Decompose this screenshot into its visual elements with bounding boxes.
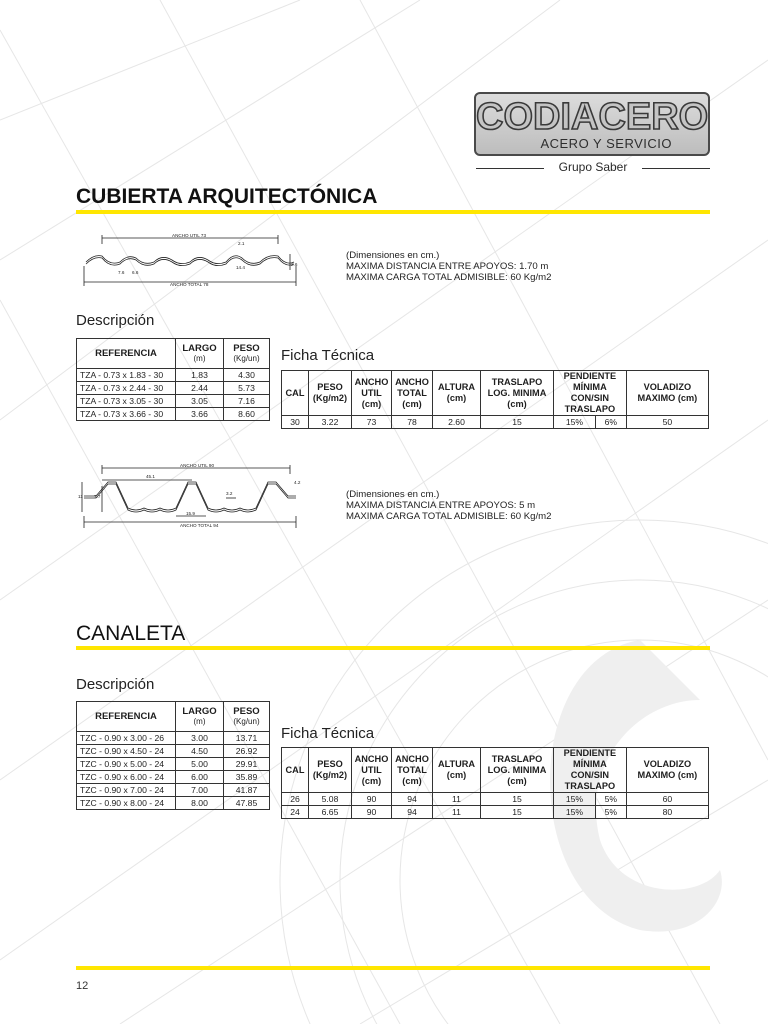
- table-row: TZC - 0.90 x 7.00 - 24 7.00 41.87: [77, 784, 270, 797]
- table-row: TZC - 0.90 x 6.00 - 24 6.00 35.89: [77, 771, 270, 784]
- table-row: 30 3.22 73 78 2.60 15 15% 6% 50: [282, 416, 709, 429]
- col-header-peso: PESO (Kg/un): [224, 702, 270, 732]
- col-header-peso: PESO (Kg/un): [224, 339, 270, 369]
- reference-table-canaleta: [76, 701, 270, 810]
- profile-label: ANCHO UTIL 73: [172, 233, 207, 238]
- logo-brand: CODIACERO: [476, 96, 709, 138]
- col-header: ANCHO TOTAL (cm): [392, 371, 433, 416]
- col-header: ANCHO UTIL (cm): [352, 748, 392, 793]
- ficha-table-canaleta: [281, 747, 709, 819]
- ficha-tecnica-label: Ficha Técnica: [281, 725, 375, 742]
- table-row: TZC - 0.90 x 8.00 - 24 8.00 47.85: [77, 797, 270, 810]
- section-title-cubierta: CUBIERTA ARQUITECTÓNICA: [76, 185, 378, 208]
- col-header: PESO (Kg/m2): [309, 748, 352, 793]
- profile-label: ANCHO UTIL 90: [180, 463, 215, 468]
- profile-label: 14.4: [236, 265, 245, 270]
- col-header: CAL: [282, 371, 309, 416]
- col-header: ALTURA (cm): [433, 748, 481, 793]
- col-header-largo: LARGO (m): [176, 702, 224, 732]
- col-header: ANCHO UTIL (cm): [352, 371, 392, 416]
- profile-specs-canaleta: [346, 489, 551, 522]
- descripcion-label: Descripción: [76, 676, 155, 693]
- footer-divider: [76, 966, 710, 970]
- profile-label: 3.2: [226, 491, 233, 496]
- table-row: 24 6.65 90 94 11 15 15% 5% 80: [282, 806, 709, 819]
- profile-label: 45.1: [146, 474, 155, 479]
- col-header: TRASLAPO LOG. MINIMA (cm): [481, 371, 554, 416]
- table-row: TZC - 0.90 x 3.00 - 26 3.00 13.71: [77, 732, 270, 745]
- profile-label: 11: [78, 494, 83, 499]
- logo-tagline: ACERO Y SERVICIO: [540, 136, 672, 151]
- table-row: TZA - 0.73 x 3.05 - 30 3.05 7.16: [77, 395, 270, 408]
- profile-label: ANCHO TOTAL 78: [170, 282, 209, 287]
- section-divider: [76, 646, 710, 650]
- profile-label: 2.6: [291, 262, 298, 267]
- descripcion-label: Descripción: [76, 312, 155, 329]
- col-header: ALTURA (cm): [433, 371, 481, 416]
- table-row: TZC - 0.90 x 4.50 - 24 4.50 26.92: [77, 745, 270, 758]
- section-title-canaleta: CANALETA: [76, 622, 186, 645]
- table-row: TZC - 0.90 x 5.00 - 24 5.00 29.91: [77, 758, 270, 771]
- col-header: TRASLAPO LOG. MINIMA (cm): [481, 748, 554, 793]
- table-row: TZA - 0.73 x 3.66 - 30 3.66 8.60: [77, 408, 270, 421]
- col-header: PESO (Kg/m2): [309, 371, 352, 416]
- spec-line: MAXIMA CARGA TOTAL ADMISIBLE: 60 Kg/m2: [346, 511, 552, 522]
- table-row: TZA - 0.73 x 1.83 - 30 1.83 4.30: [77, 369, 270, 382]
- logo-group-line: [476, 160, 710, 176]
- ficha-tecnica-label: Ficha Técnica: [281, 347, 375, 364]
- col-header-referencia: REFERENCIA: [77, 339, 176, 369]
- col-header: ANCHO TOTAL (cm): [392, 748, 433, 793]
- col-header-largo: LARGO (m): [176, 339, 224, 369]
- table-row: TZA - 0.73 x 2.44 - 30 2.44 5.73: [77, 382, 270, 395]
- ficha-table-cubierta: [281, 370, 709, 429]
- col-header: PENDIENTE MÍNIMA CON/SIN TRASLAPO: [554, 371, 627, 416]
- section-divider: [76, 210, 710, 214]
- company-logo: [474, 92, 710, 156]
- spec-line: MAXIMA CARGA TOTAL ADMISIBLE: 60 Kg/m2: [346, 272, 552, 283]
- profile-drawing-cubierta: [82, 232, 304, 288]
- profile-label: 7.6: [118, 270, 125, 275]
- col-header: CAL: [282, 748, 309, 793]
- profile-label: 4.2: [294, 480, 301, 485]
- col-header: VOLADIZO MAXIMO (cm): [626, 371, 708, 416]
- profile-label: 7.7: [94, 494, 101, 499]
- spec-line: MAXIMA DISTANCIA ENTRE APOYOS: 1.70 m: [346, 261, 549, 272]
- reference-table-cubierta: [76, 338, 270, 421]
- profile-specs-cubierta: [346, 250, 551, 283]
- profile-label: 15.9: [186, 511, 195, 516]
- col-header: VOLADIZO MAXIMO (cm): [626, 748, 708, 793]
- col-header: PENDIENTE MÍNIMA CON/SIN TRASLAPO: [554, 748, 627, 793]
- profile-label: ANCHO TOTAL 94: [180, 523, 219, 528]
- spec-line: (Dimensiones en cm.): [346, 250, 440, 261]
- page-number: 12: [76, 980, 89, 992]
- profile-label: 2.1: [238, 241, 245, 246]
- logo-group-text: Grupo Saber: [558, 160, 628, 174]
- table-row: 26 5.08 90 94 11 15 15% 5% 60: [282, 793, 709, 806]
- spec-line: (Dimensiones en cm.): [346, 489, 440, 500]
- spec-line: MAXIMA DISTANCIA ENTRE APOYOS: 5 m: [346, 500, 536, 511]
- profile-drawing-canaleta: [76, 462, 308, 532]
- col-header-referencia: REFERENCIA: [77, 702, 176, 732]
- profile-label: 6.6: [132, 270, 139, 275]
